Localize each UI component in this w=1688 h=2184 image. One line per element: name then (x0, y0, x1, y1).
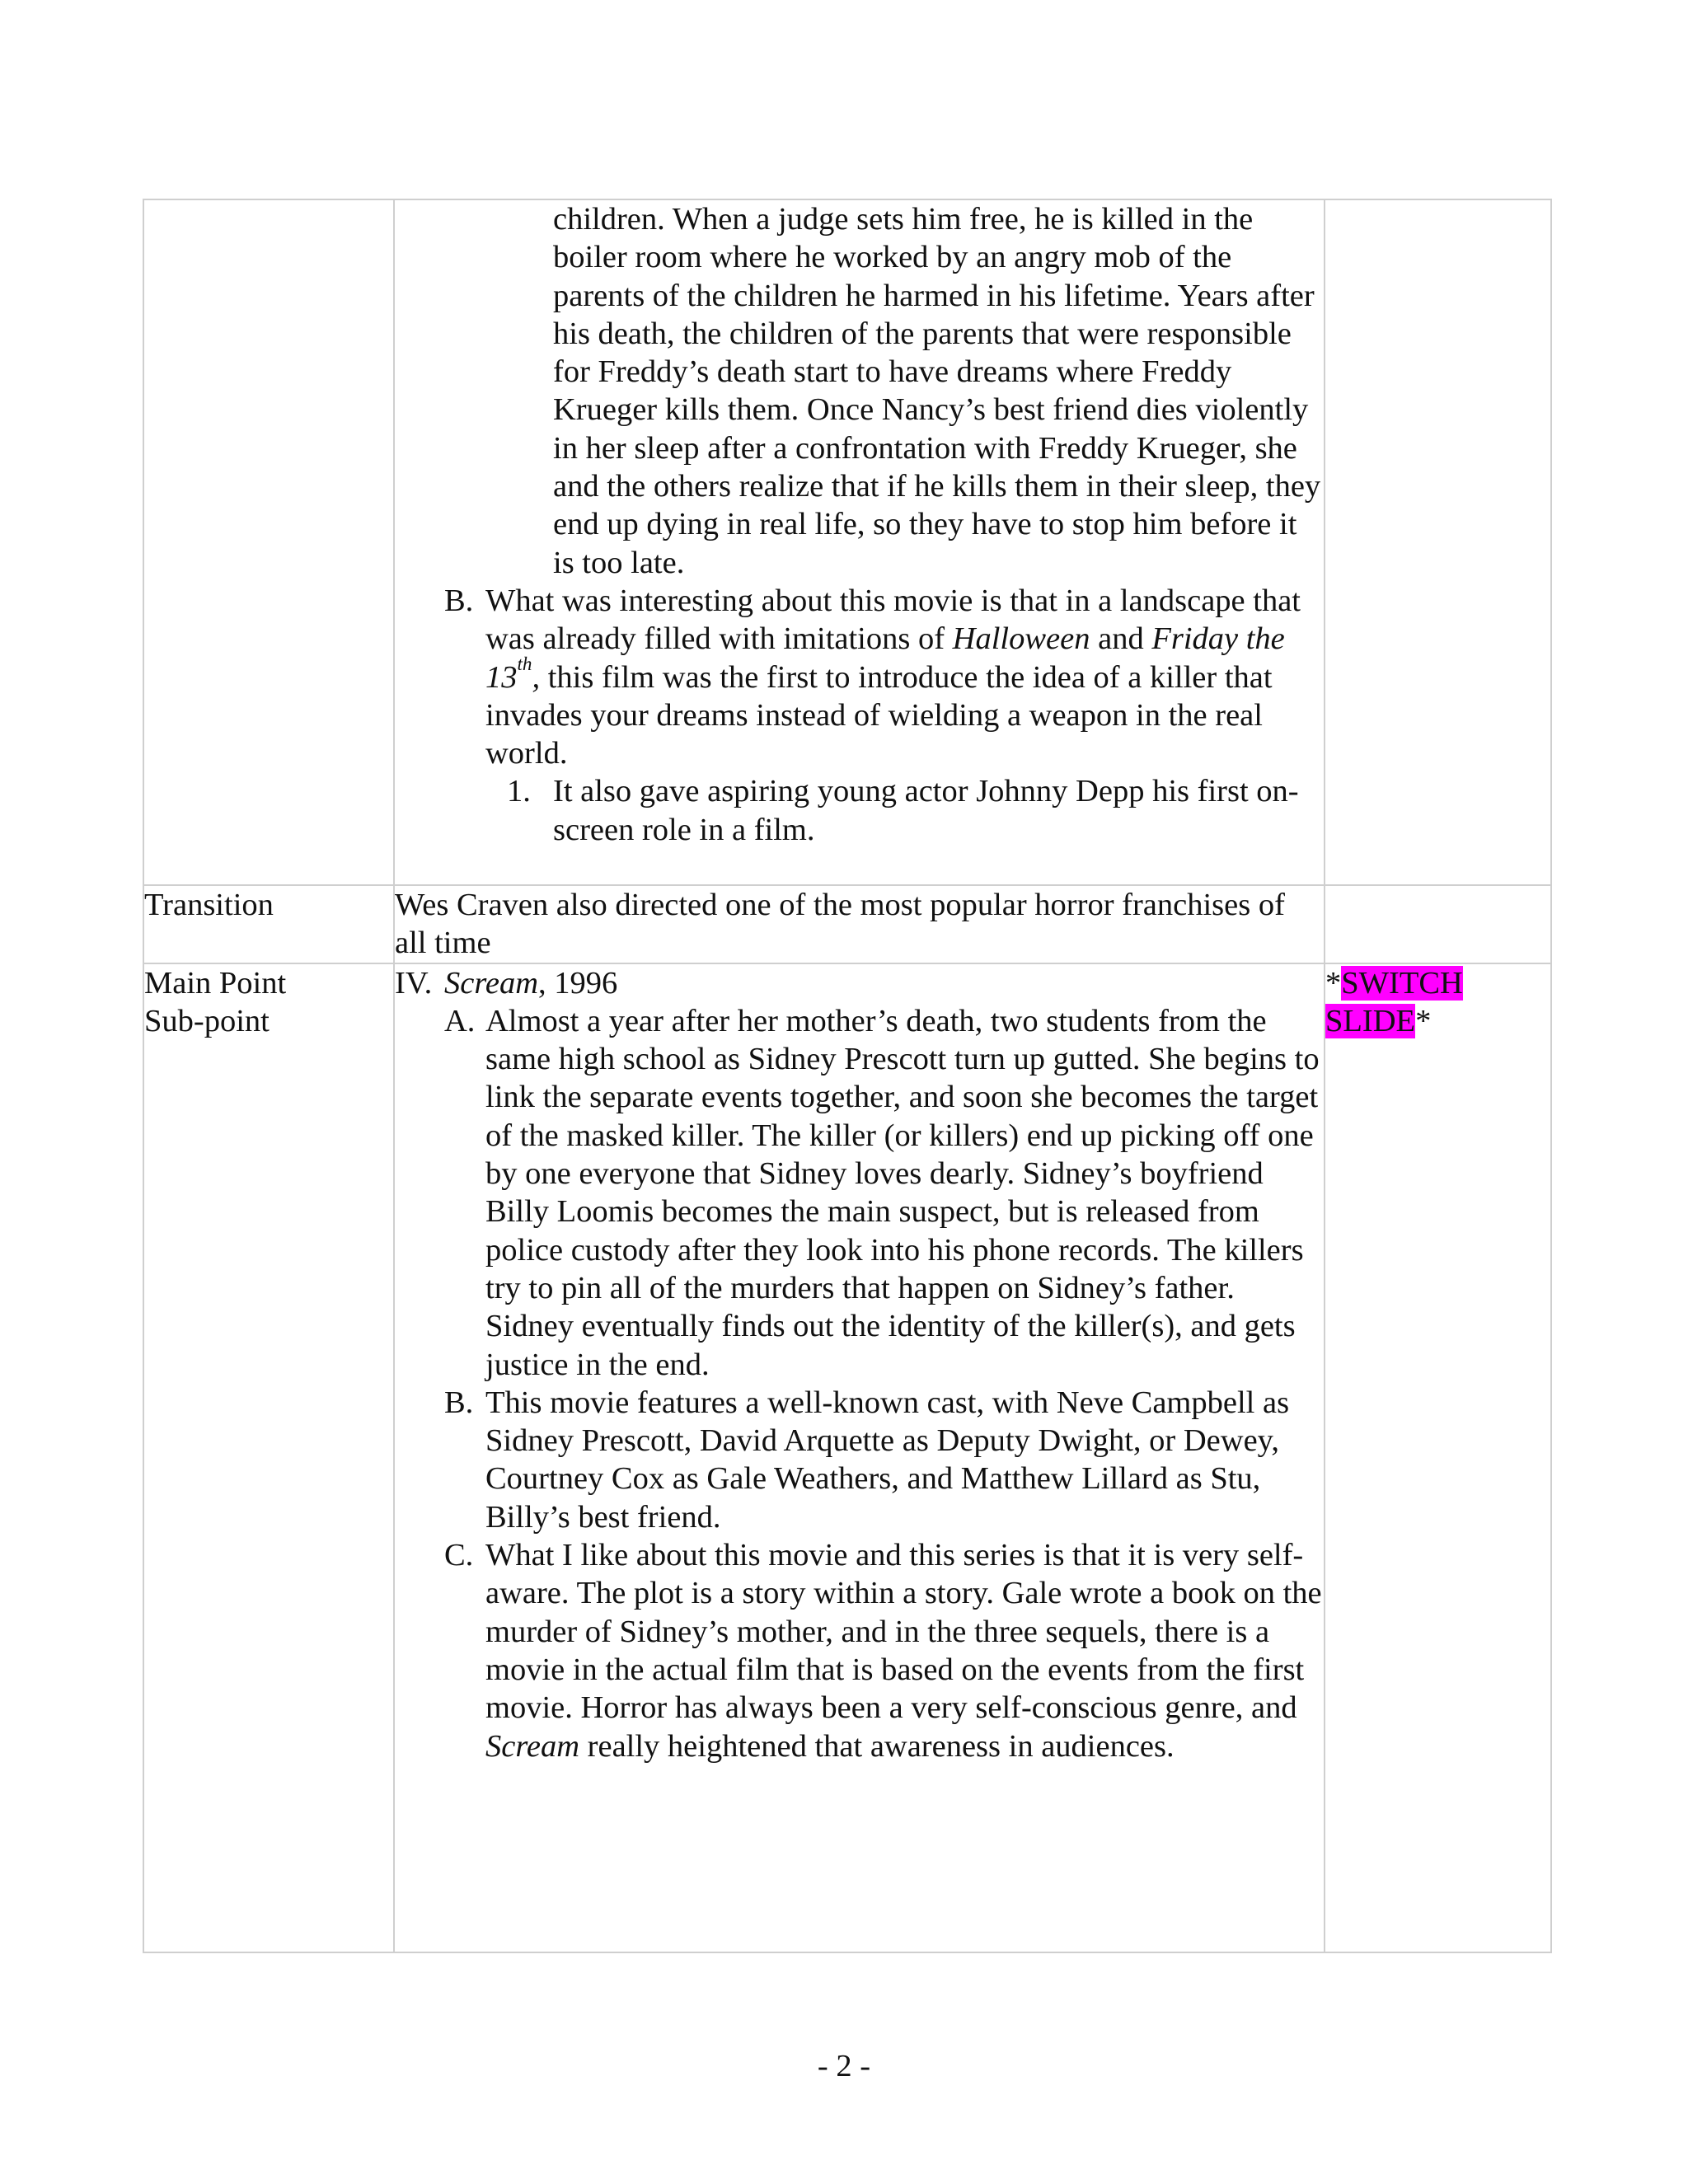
row-notes-cell (1325, 963, 1551, 1952)
row-content-cell (394, 885, 1325, 963)
item-marker: B. (444, 1385, 474, 1420)
list-item-b (395, 1384, 1324, 1536)
item-text: What I like about this movie and this series is that it is very self-aware. The plot is a story within a story. Gale wrote a book on the murder of Sidney’s mother, and in the three sequels, there is a movie in the actual film that is based on the events from the first movie. Horror has always been a very self-conscious genre, and Scream really heightened that awareness in audiences. (485, 1538, 1322, 1764)
item-text: What was interesting about this movie is that in a landscape that was already filled with imitations of Halloween and Friday the 13th, this film was the first to introduce the idea of a killer that invades your dreams instead of wielding a weapon in the real world. (485, 583, 1301, 771)
row-notes-cell (1325, 885, 1551, 963)
list-item-a (395, 1002, 1324, 1384)
item-text: Almost a year after her mother’s death, two students from the same high school as Sidney Prescott turn up gutted. She begins to link the separate events together, and soon she becomes the target of the masked killer. The killer (or killers) end up picking off one by one everyone that Sidney loves dearly. Sidney’s boyfriend Billy Loomis becomes the main suspect, but is released from police custody after they look into his phone records. The killers try to pin all of the murders that happen on Sidney’s father. Sidney eventually finds out the identity of the killer(s), and gets justice in the end. (485, 1003, 1320, 1382)
transition-text: Wes Craven also directed one of the most popular horror franchises of all time (395, 888, 1285, 961)
row-label-sub-point: Sub-point (144, 1003, 270, 1038)
list-item-b (395, 582, 1324, 772)
list-item-1 (395, 772, 1324, 849)
row-label-cell (143, 199, 394, 885)
item-marker: 1. (507, 774, 531, 809)
outline-row-transition (143, 885, 1551, 963)
item-marker: A. (444, 1003, 476, 1038)
item-marker: C. (444, 1538, 474, 1573)
continuation-paragraph: children. When a judge sets him free, he is killed in the boiler room where he worked by an angry mob of the parents of the children he harmed in his lifetime. Years after his death, the children of the parents that were responsible for Freddy’s death start to have dreams where Freddy Krueger kills them. Once Nancy’s best friend dies violently in her sleep after a confrontation with Freddy Krueger, she and the others realize that if he kills them in their sleep, they end up dying in real life, so they have to stop him before it is too late. (553, 202, 1321, 580)
item-text: This movie features a well-known cast, with Neve Campbell as Sidney Prescott, David Arquette as Deputy Dwight, or Dewey, Courtney Cox as Gale Weathers, and Matthew Lillard as Stu, Billy’s best friend. (485, 1385, 1290, 1535)
switch-slide-note: *SWITCH SLIDE* (1325, 965, 1463, 1038)
row-notes-cell (1325, 199, 1551, 885)
speech-outline-table (143, 199, 1552, 1953)
list-item-c (395, 1536, 1324, 1765)
outline-row-continuation (143, 199, 1551, 885)
outline-row-main-point (143, 963, 1551, 1952)
item-marker: B. (444, 583, 474, 618)
main-point-heading: IV. Scream, 1996 (395, 964, 1324, 1002)
row-content-cell (394, 199, 1325, 885)
row-label-main-point: Main Point (144, 965, 287, 1001)
row-content-cell (394, 963, 1325, 1952)
row-label: Transition (144, 888, 274, 922)
row-label-cell (143, 885, 394, 963)
roman-numeral: IV. (395, 965, 433, 1001)
film-title: Scream (444, 965, 539, 1001)
page-number: - 2 - (817, 2049, 871, 2083)
item-text: It also gave aspiring young actor Johnny Depp his first on-screen role in a film. (553, 774, 1299, 847)
row-label-cell (143, 963, 394, 1952)
